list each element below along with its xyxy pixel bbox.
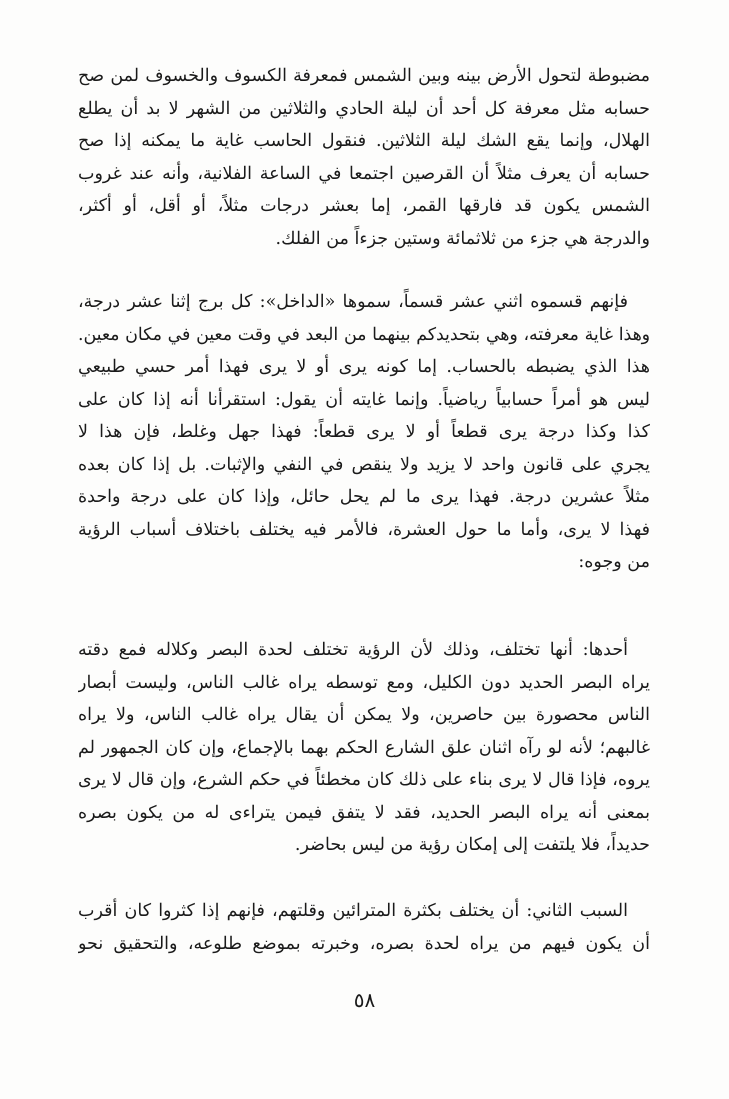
text-line: أن يكون فيهم من يراه لحدة بصره، وخبرته بموضع طلوعه، والتحقيق نحو xyxy=(78,933,650,954)
text-line: غالبهم؛ لأنه لو رآه اثنان علق الشارع الحكم بهما بالإجماع، وإن كان الجمهور لم xyxy=(78,737,650,758)
text-line: والدرجة هي جزء من ثلاثمائة وستين جزءاً من الفلك. xyxy=(275,228,650,249)
text-line: ليس هو أمراً حسابياً رياضياً. وإنما غايته أن يقول: استقرأنا أنه إذا كان على xyxy=(78,389,650,410)
text-line: الشمس يكون قد فارقها القمر، إما بعشر درجات مثلاً، أو أقل، أو أكثر، xyxy=(78,196,650,216)
text-line: وهذا غاية معرفته، وهي بتحديدكم بينهما من البعد في وقت معين في مكان معين. xyxy=(78,324,650,345)
text-line: هذا الذي يضبطه بالحساب. إما كونه يرى أو لا يرى فهذا أمر حسي طبيعي xyxy=(78,357,650,377)
text-line: أحدها: أنها تختلف، وذلك لأن الرؤية تختلف لحدة البصر وكلاله فمع دقته xyxy=(78,640,628,660)
text-line: كذا وكذا درجة يرى قطعاً أو لا يرى قطعاً: فهذا جهل وغلط، فإن هذا لا xyxy=(78,422,650,442)
text-line: مثلاً عشرين درجة. فهذا يرى ما لم يحل حائل، وإذا كان على درجة واحدة xyxy=(78,487,650,507)
paragraph-3 xyxy=(78,634,650,862)
text-line: من وجوه: xyxy=(578,552,650,572)
text-line: حسابه أن يعرف مثلاً أن القرصين اجتمعا في الساعة الفلانية، وأنه عند غروب xyxy=(78,163,650,184)
text-line: الناس محصورة بين حاصرين، ولا يمكن أن يقال يراه غالب الناس، ولا يراه xyxy=(78,705,650,725)
paragraph-1 xyxy=(78,60,650,255)
text-line: فهذا لا يرى، وأما ما حول العشرة، فالأمر فيه يختلف باختلاف أسباب الرؤية xyxy=(78,519,650,540)
text-line: بمعنى أنه يراه البصر الحديد، فقد لا يتفق فيمن يتراءى له من يكون بصره xyxy=(78,802,650,823)
text-line: الهلال، وإنما يقع الشك ليلة الثلاثين. فنقول الحاسب غاية ما يمكنه إذا صح xyxy=(78,131,650,151)
text-line: حديداً، فلا يلتفت إلى إمكان رؤية من ليس بحاضر. xyxy=(294,835,650,855)
paragraph-4 xyxy=(78,895,650,960)
text-line: فإنهم قسموه اثني عشر قسماً، سموها «الداخل»: كل برج إثنا عشر درجة، xyxy=(78,292,628,312)
text-line: يراه البصر الحديد دون الكليل، ومع توسطه يراه غالب الناس، وليست أبصار xyxy=(78,672,650,693)
text-line: السبب الثاني: أن يختلف بكثرة المترائين وقلتهم، فإنهم إذا كثروا كان أقرب xyxy=(78,901,628,921)
text-line: حسابه مثل معرفة كل أحد أن ليلة الحادي والثلاثين من الشهر لا بد أن يطلع xyxy=(78,98,650,119)
text-line: يروه، فإذا قال لا يرى بناء على ذلك كان مخطئاً في حكم الشرع، وإن قال لا يرى xyxy=(78,770,650,790)
paragraph-2 xyxy=(78,286,650,579)
page-number: ٥٨ xyxy=(353,988,376,1012)
text-line: مضبوطة لتحول الأرض بينه وبين الشمس فمعرفة الكسوف والخسوف لمن صح xyxy=(78,66,650,86)
text-line: يجري على قانون واحد لا يزيد ولا ينقص في النفي والإثبات. بل إذا كان بعده xyxy=(78,454,650,475)
